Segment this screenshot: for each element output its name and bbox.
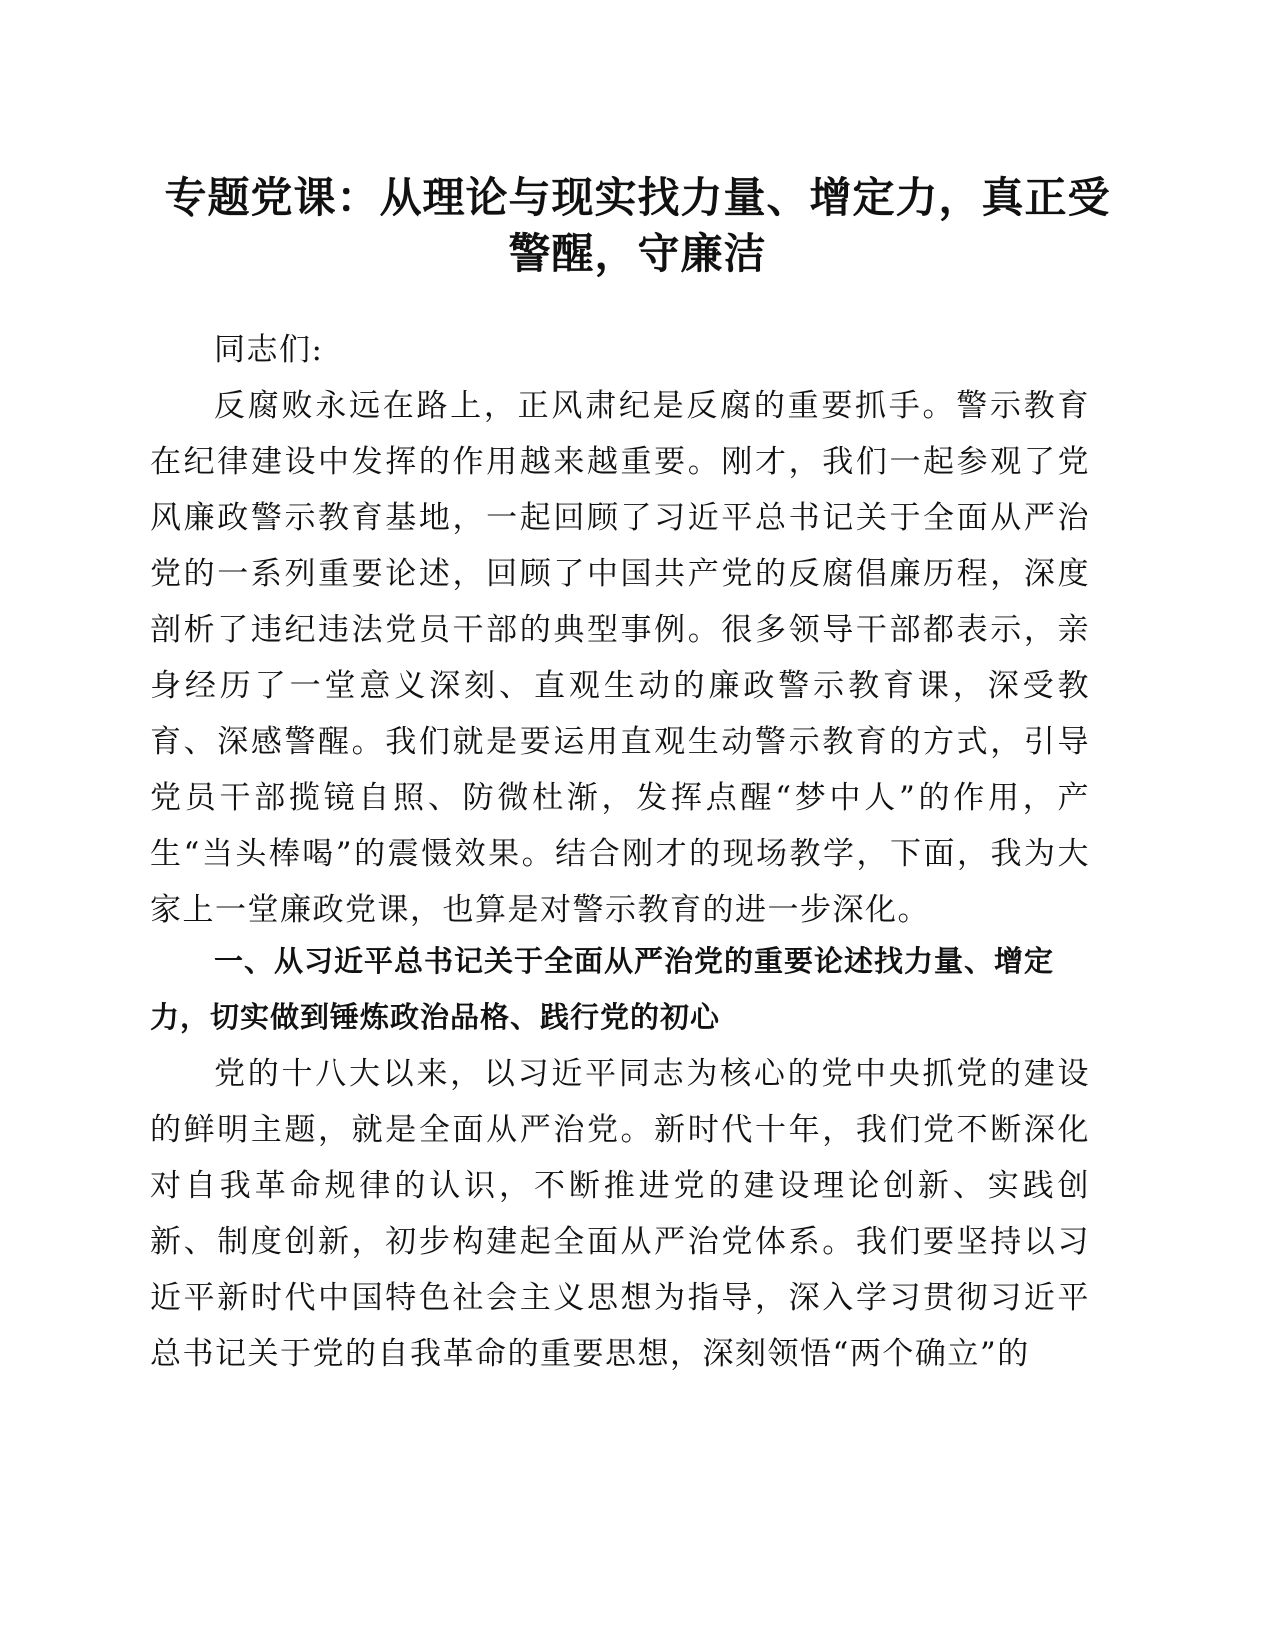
section-heading-1: 一、从习近平总书记关于全面从严治党的重要论述找力量、增定力，切实做到锤炼政治品格、践行党的初心: [150, 944, 1055, 1034]
paragraph-intro: 反腐败永远在路上，正风肃纪是反腐的重要抓手。警示教育在纪律建设中发挥的作用越来越重要。刚才，我们一起参观了党风廉政警示教育基地，一起回顾了习近平总书记关于全面从严治党的一系列重要论述，回顾了中国共产党的反腐倡廉历程，深度剖析了违纪违法党员干部的典型事例。很多领导干部都表示，亲身经历了一堂意义深刻、直观生动的廉政警示教育课，深受教育、深感警醒。我们就是要运用直观生动警示教育的方式，引导党员干部揽镜自照、防微杜渐，发挥点醒“梦中人”的作用，产生“当头棒喝”的震慑效果。结合刚才的现场教学，下面，我为大家上一堂廉政党课，也算是对警示教育的进一步深化。: [150, 388, 1090, 928]
greeting: 同志们:: [214, 332, 324, 368]
paragraph-section-1: 党的十八大以来，以习近平同志为核心的党中央抓党的建设的鲜明主题，就是全面从严治党。新时代十年，我们党不断深化对自我革命规律的认识，不断推进党的建设理论创新、实践创新、制度创新，初步构建起全面从严治党体系。我们要坚持以习近平新时代中国特色社会主义思想为指导，深入学习贯彻习近平总书记关于党的自我革命的重要思想，深刻领悟“两个确立”的: [150, 1056, 1090, 1372]
document-title: 专题党课：从理论与现实找力量、增定力，真正受警醒，守廉洁: [164, 173, 1111, 278]
